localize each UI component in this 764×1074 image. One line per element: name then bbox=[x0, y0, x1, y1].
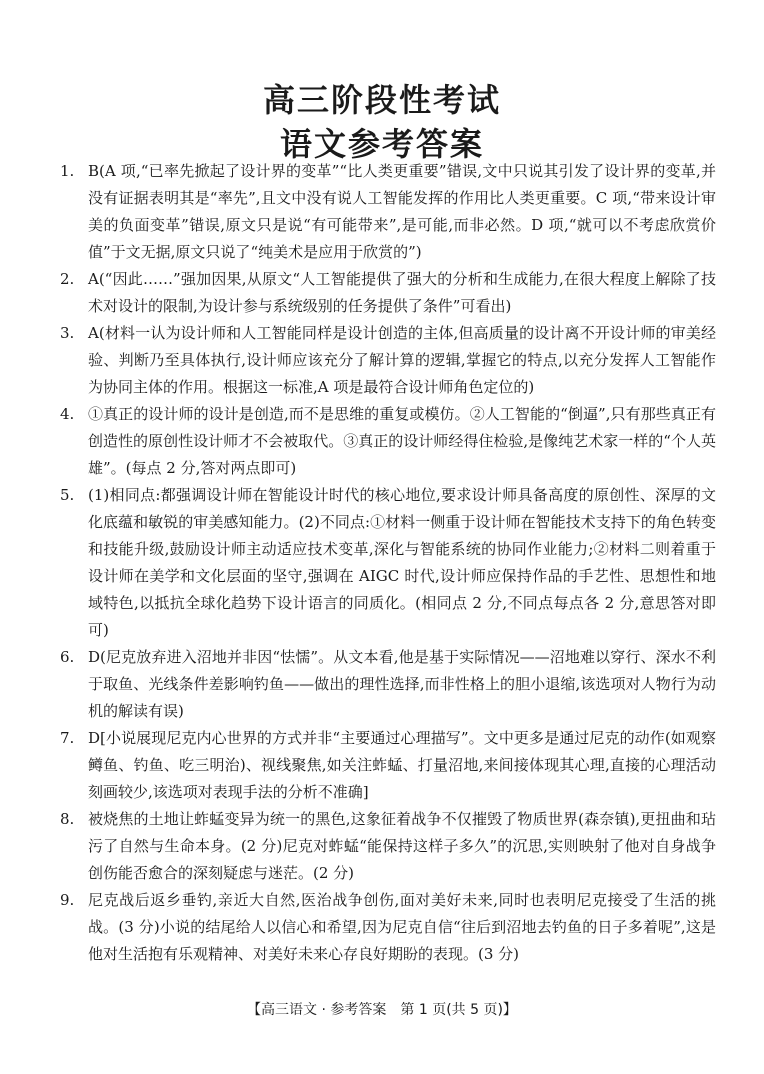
answer-text: 尼克战后返乡垂钓,亲近大自然,医治战争创伤,面对美好未来,同时也表明尼克接受了生活的挑战。(3 分)小说的结尾给人以信心和希望,因为尼克自信“往后到沼地去钓鱼的日子多着呢”,这是他对生活抱有乐观精神、对美好未来心存良好期盼的表现。(3 分) bbox=[88, 891, 716, 963]
answer-text: A(“因此……”强加因果,从原文“人工智能提供了强大的分析和生成能力,在很大程度上解除了技术对设计的限制,为设计参与系统级别的任务提供了条件”可看出) bbox=[88, 270, 716, 315]
answer-item-1 bbox=[60, 158, 716, 266]
answer-item-9 bbox=[60, 887, 716, 968]
answer-item-4 bbox=[60, 401, 716, 482]
answer-number: 2. bbox=[60, 270, 75, 288]
answer-list bbox=[60, 158, 716, 968]
answer-item-8 bbox=[60, 806, 716, 887]
answer-number: 6. bbox=[60, 648, 75, 666]
page-title: 高三阶段性考试 bbox=[262, 81, 501, 119]
page-footer: 【高三语文 · 参考答案 第 1 页(共 5 页)】 bbox=[247, 1002, 517, 1018]
answer-item-7 bbox=[60, 725, 716, 806]
answer-text: (1)相同点:都强调设计师在智能设计时代的核心地位,要求设计师具备高度的原创性、深厚的文化底蕴和敏锐的审美感知能力。(2)不同点:①材料一侧重于设计师在智能技术支持下的角色转变和技能升级,鼓励设计师主动适应技术变革,深化与智能系统的协同作业能力;②材料二则着重于设计师在美学和文化层面的坚守,强调在 AIGC 时代,设计师应保持作品的手艺性、思想性和地域特色,以抵抗全球化趋势下设计语言的同质化。(相同点 2 分,不同点每点各 2 分,意思答对即可) bbox=[88, 486, 716, 639]
answer-text: D(尼克放弃进入沼地并非因“怯懦”。从文本看,他是基于实际情况——沼地难以穿行、深水不利于取鱼、光线条件差影响钓鱼——做出的理性选择,而非性格上的胆小退缩,该选项对人物行为动机的解读有误) bbox=[88, 648, 716, 720]
answer-text: A(材料一认为设计师和人工智能同样是设计创造的主体,但高质量的设计离不开设计师的审美经验、判断乃至具体执行,设计师应该充分了解计算的逻辑,掌握它的特点,以充分发挥人工智能作为协同主体的作用。根据这一标准,A 项是最符合设计师角色定位的) bbox=[88, 324, 716, 396]
answer-number: 1. bbox=[60, 162, 75, 180]
page-subtitle: 语文参考答案 bbox=[279, 125, 484, 163]
answer-number: 5. bbox=[60, 486, 75, 504]
answer-text: D[小说展现尼克内心世界的方式并非“主要通过心理描写”。文中更多是通过尼克的动作(如观察鳟鱼、钓鱼、吃三明治)、视线聚焦,如关注蚱蜢、打量沼地,来间接体现其心理,直接的心理活动刻画较少,该选项对表现手法的分析不准确] bbox=[88, 729, 716, 801]
answer-item-2 bbox=[60, 266, 716, 320]
answer-text: ①真正的设计师的设计是创造,而不是思维的重复或模仿。②人工智能的“倒逼”,只有那些真正有创造性的原创性设计师才不会被取代。③真正的设计师经得住检验,是像纯艺术家一样的“个人英雄”。(每点 2 分,答对两点即可) bbox=[88, 405, 716, 477]
answer-number: 9. bbox=[60, 891, 75, 909]
answer-text: B(A 项,“已率先掀起了设计界的变革”“比人类更重要”错误,文中只说其引发了设计界的变革,并没有证据表明其是“率先”,且文中没有说人工智能发挥的作用比人类更重要。C 项,“带来设计审美的负面变革”错误,原文只是说“有可能带来”,是可能,而非必然。D 项,“就可以不考虑欣赏价值”于文无据,原文只说了“纯美术是应用于欣赏的”) bbox=[88, 162, 716, 261]
answer-item-5 bbox=[60, 482, 716, 644]
answer-number: 3. bbox=[60, 324, 75, 342]
answer-item-6 bbox=[60, 644, 716, 725]
answer-number: 7. bbox=[60, 729, 75, 747]
answer-text: 被烧焦的土地让蚱蜢变异为统一的黑色,这象征着战争不仅摧毁了物质世界(森奈镇),更扭曲和玷污了自然与生命本身。(2 分)尼克对蚱蜢“能保持这样子多久”的沉思,实则映射了他对自身战争创伤能否愈合的深刻疑虑与迷茫。(2 分) bbox=[88, 810, 716, 882]
answer-number: 4. bbox=[60, 405, 75, 423]
answer-item-3 bbox=[60, 320, 716, 401]
answer-number: 8. bbox=[60, 810, 75, 828]
